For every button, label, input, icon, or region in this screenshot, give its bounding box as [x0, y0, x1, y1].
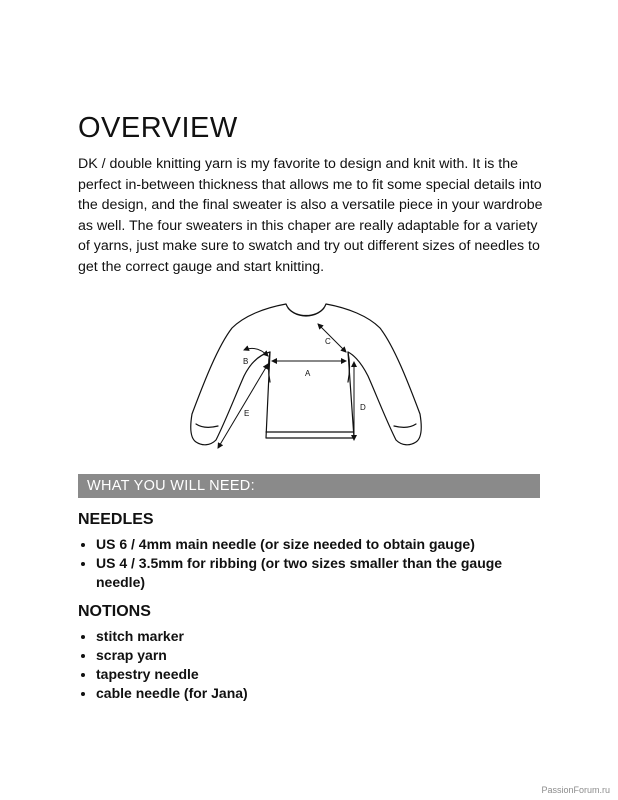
list-item: stitch marker — [78, 627, 538, 646]
arrow-c — [318, 324, 346, 352]
what-you-will-need-banner: WHAT YOU WILL NEED: — [78, 474, 540, 498]
label-a: A — [305, 369, 311, 378]
label-b: B — [243, 357, 249, 366]
label-d: D — [360, 403, 366, 412]
list-item: cable needle (for Jana) — [78, 684, 538, 703]
arrow-b — [244, 348, 268, 356]
sweater-schematic — [188, 302, 424, 452]
list-item: US 6 / 4mm main needle (or size needed to obtain gauge) — [78, 535, 538, 554]
needles-heading: NEEDLES — [78, 511, 154, 528]
site-watermark: PassionForum.ru — [541, 785, 610, 795]
notions-heading: NOTIONS — [78, 603, 151, 620]
notions-list — [78, 627, 538, 703]
list-item: US 4 / 3.5mm for ribbing (or two sizes smaller than the gauge needle) — [78, 554, 538, 592]
label-e: E — [244, 409, 250, 418]
list-item: scrap yarn — [78, 646, 538, 665]
overview-title: OVERVIEW — [78, 112, 238, 144]
needles-list — [78, 535, 538, 592]
arrow-e — [218, 364, 268, 448]
overview-paragraph: DK / double knitting yarn is my favorite to design and knit with. It is the perfect in-between thickness that allows me to fit some special details into the design, and the final sweater is also a versatile piece in your wardrobe as well. The four sweaters in this chaper are really adaptable for a variety of yarns, just make sure to swatch and try out different sizes of needles to get the correct gauge and start knitting. — [78, 156, 543, 275]
label-c: C — [325, 337, 331, 346]
list-item: tapestry needle — [78, 665, 538, 684]
